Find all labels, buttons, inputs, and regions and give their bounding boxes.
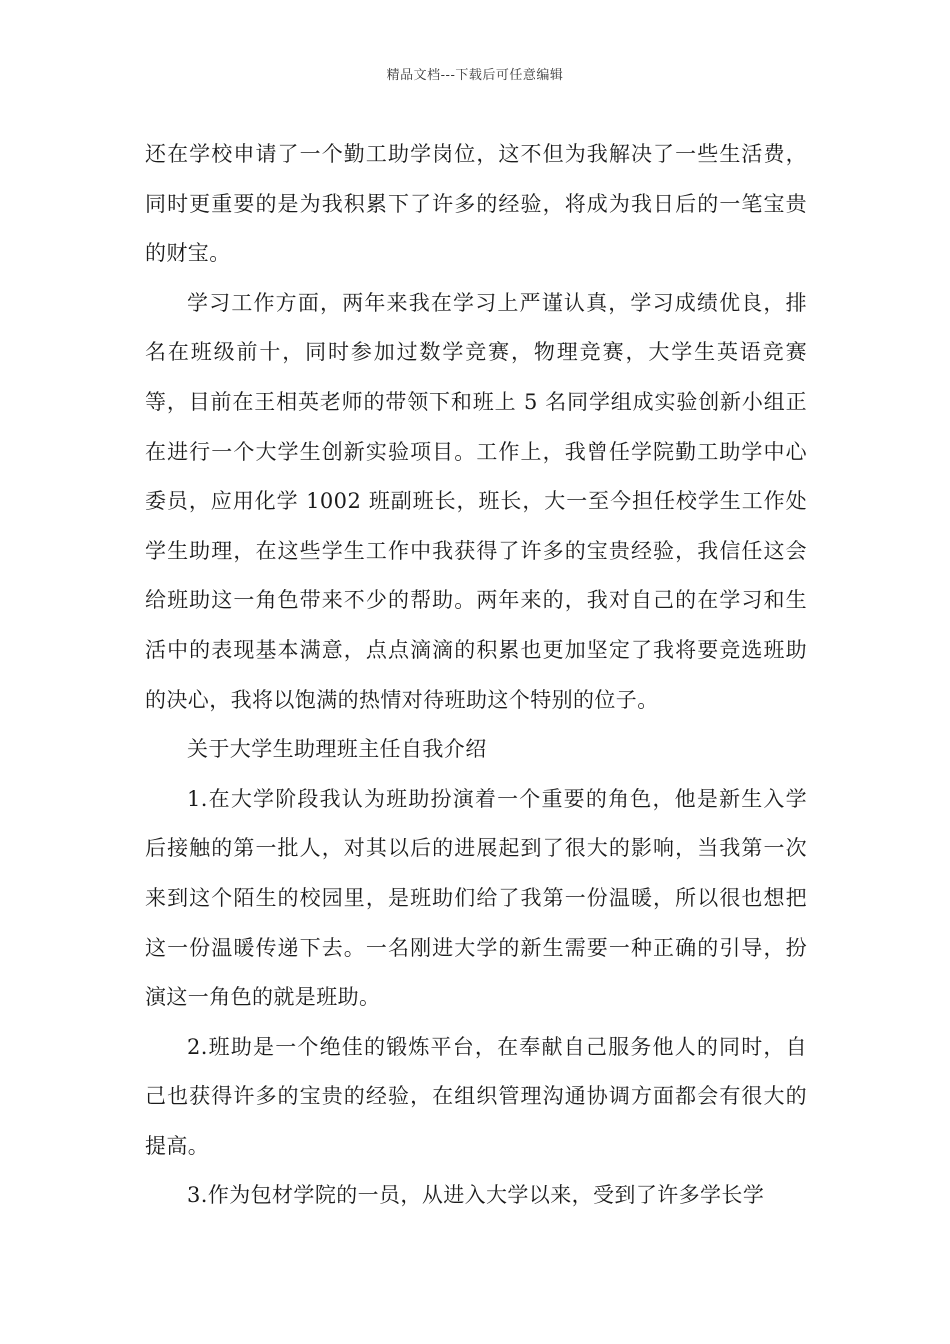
document-body bbox=[145, 130, 807, 1221]
page-header: 精品文档---下载后可任意编辑 bbox=[386, 68, 564, 83]
paragraph-study-and-work: 学习工作方面，两年来我在学习上严谨认真，学习成绩优良，排名在班级前十，同时参加过数学竞赛，物理竞赛，大学生英语竞赛等，目前在王相英老师的带领下和班上 5 名同学组成实验创新小组正在进行一个大学生创新实验项目。工作上，我曾任学院勤工助学中心委员，应用化学 1002 班副班长，班长，大一至今担任校学生工作处学生助理，在这些学生工作中我获得了许多的宝贵经验，我信任这会给班助这一角色带来不少的帮助。两年来的，我对自己的在学习和生活中的表现基本满意，点点滴滴的积累也更加坚定了我将要竞选班助的决心，我将以饱满的热情对待班助这个特别的位子。 bbox=[145, 290, 807, 712]
paragraph-point-1: 1.在大学阶段我认为班助扮演着一个重要的角色，他是新生入学后接触的第一批人，对其以后的进展起到了很大的影响，当我第一次来到这个陌生的校园里，是班助们给了我第一份温暖，所以很也想把这一份温暖传递下去。一名刚进大学的新生需要一种正确的引导，扮演这一角色的就是班助。 bbox=[145, 786, 807, 1010]
paragraph-work-study: 还在学校申请了一个勤工助学岗位，这不但为我解决了一些生活费，同时更重要的是为我积累下了许多的经验，将成为我日后的一笔宝贵的财宝。 bbox=[145, 142, 807, 266]
paragraph-point-2: 2.班助是一个绝佳的锻炼平台，在奉献自己服务他人的同时，自己也获得许多的宝贵的经验，在组织管理沟通协调方面都会有很大的提高。 bbox=[145, 1034, 807, 1158]
section-heading: 关于大学生助理班主任自我介绍 bbox=[187, 737, 487, 762]
paragraph-point-3: 3.作为包材学院的一员，从进入大学以来，受到了许多学长学 bbox=[187, 1183, 765, 1208]
